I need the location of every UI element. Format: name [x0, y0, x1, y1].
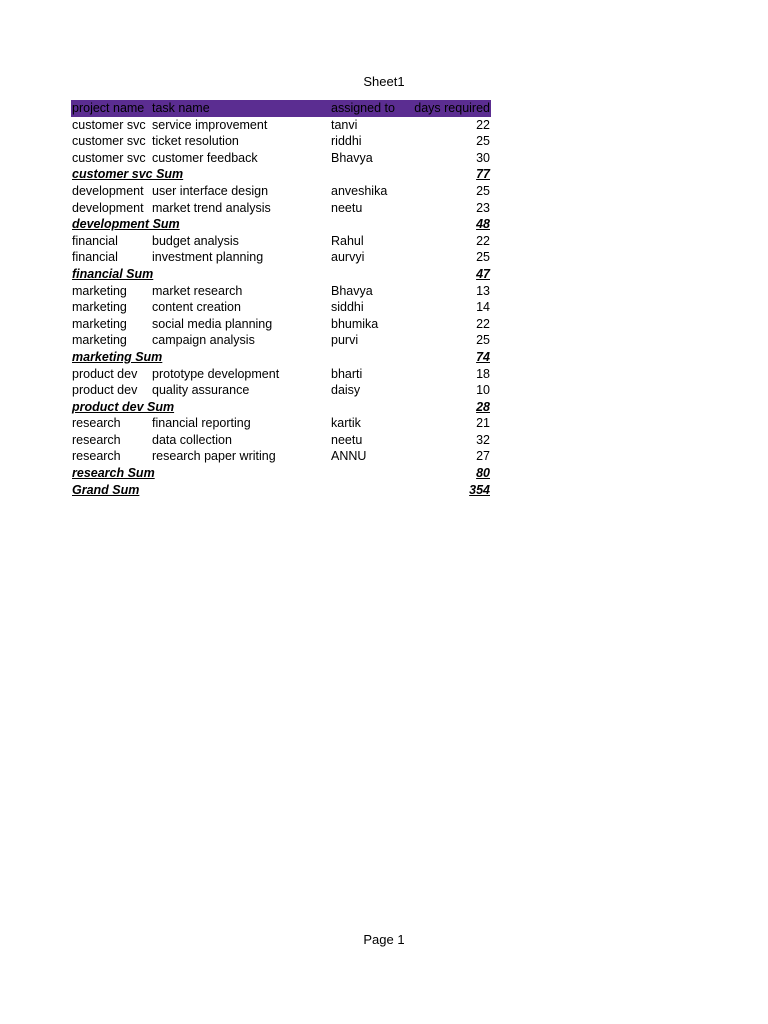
- total-label-text: marketing Sum: [72, 349, 163, 364]
- total-value-text: 77: [476, 167, 490, 182]
- header-days-required: days required: [414, 101, 490, 115]
- cell-task-name: prototype development: [152, 366, 280, 381]
- cell-days-required: 10: [476, 383, 490, 398]
- total-value-text: 74: [476, 349, 490, 364]
- cell-task-name: social media planning: [152, 316, 273, 331]
- total-label-text: financial Sum: [72, 266, 154, 281]
- cell-task-name: budget analysis: [152, 233, 239, 248]
- cell-task-name: user interface design: [152, 183, 269, 198]
- table-row: [71, 415, 491, 432]
- cell-days-required: 27: [476, 449, 490, 464]
- table-row: [71, 382, 491, 399]
- table-row: [71, 233, 491, 250]
- table-body: [71, 117, 491, 499]
- table-row: [71, 150, 491, 167]
- cell-assigned-to: kartik: [331, 416, 361, 431]
- subtotal-label: [71, 399, 404, 416]
- table-row: [71, 283, 491, 300]
- subtotal-value: [404, 465, 491, 482]
- subtotal-row: [71, 266, 491, 283]
- cell-days-required: 18: [476, 366, 490, 381]
- header-project-name: project name: [72, 101, 145, 115]
- subtotal-row: [71, 166, 491, 183]
- subtotal-row: [71, 465, 491, 482]
- table-row: [71, 200, 491, 217]
- subtotal-value: [404, 399, 491, 416]
- subtotal-row: [71, 349, 491, 366]
- cell-assigned-to: neetu: [331, 200, 363, 215]
- cell-assigned-to: Bhavya: [331, 150, 373, 165]
- cell-task-name: financial reporting: [152, 416, 251, 431]
- cell-assigned-to: neetu: [331, 432, 363, 447]
- table-row: [71, 432, 491, 449]
- subtotal-label: [71, 465, 404, 482]
- cell-days-required: 32: [476, 432, 490, 447]
- cell-task-name: data collection: [152, 432, 232, 447]
- cell-project-name: research: [72, 449, 121, 464]
- table-row: [71, 249, 491, 266]
- total-value-text: 80: [476, 466, 490, 481]
- table-row: [71, 366, 491, 383]
- subtotal-row: [71, 216, 491, 233]
- cell-assigned-to: aurvyi: [331, 250, 365, 265]
- grand-total-label: [71, 482, 404, 499]
- total-value-text: 354: [469, 482, 490, 497]
- cell-task-name: service improvement: [152, 117, 268, 132]
- table-row: [71, 332, 491, 349]
- table-row: [71, 299, 491, 316]
- cell-assigned-to: bhumika: [331, 316, 379, 331]
- table-header: [71, 100, 491, 117]
- table-row: [71, 183, 491, 200]
- cell-project-name: customer svc: [72, 150, 146, 165]
- cell-days-required: 30: [476, 150, 490, 165]
- subtotal-label: [71, 166, 404, 183]
- cell-assigned-to: riddhi: [331, 134, 362, 149]
- cell-project-name: marketing: [72, 333, 127, 348]
- cell-project-name: development: [72, 200, 144, 215]
- table-row: [71, 448, 491, 465]
- cell-assigned-to: Rahul: [331, 233, 364, 248]
- total-value-text: 28: [476, 399, 490, 414]
- cell-days-required: 13: [476, 283, 490, 298]
- table-row: [71, 117, 491, 134]
- cell-task-name: customer feedback: [152, 150, 258, 165]
- cell-project-name: development: [72, 183, 144, 198]
- subtotal-value: [404, 216, 491, 233]
- subtotal-label: [71, 266, 404, 283]
- total-label-text: development Sum: [72, 217, 180, 232]
- cell-project-name: marketing: [72, 300, 127, 315]
- cell-task-name: market trend analysis: [152, 200, 271, 215]
- subtotal-value: [404, 166, 491, 183]
- total-label-text: product dev Sum: [72, 399, 175, 414]
- cell-assigned-to: ANNU: [331, 449, 367, 464]
- cell-project-name: product dev: [72, 383, 138, 398]
- cell-days-required: 14: [476, 300, 490, 315]
- header-task-name: task name: [152, 101, 210, 115]
- total-label-text: Grand Sum: [72, 482, 140, 497]
- header-assigned-to: assigned to: [331, 101, 395, 115]
- cell-task-name: content creation: [152, 300, 241, 315]
- cell-assigned-to: anveshika: [331, 183, 388, 198]
- total-value-text: 47: [476, 266, 490, 281]
- cell-task-name: investment planning: [152, 250, 264, 265]
- cell-days-required: 22: [476, 117, 490, 132]
- cell-assigned-to: daisy: [331, 383, 361, 398]
- cell-project-name: product dev: [72, 366, 138, 381]
- cell-days-required: 22: [476, 233, 490, 248]
- cell-days-required: 21: [476, 416, 490, 431]
- page-footer: Page 1: [363, 932, 405, 947]
- header-row: [71, 100, 491, 117]
- cell-project-name: marketing: [72, 283, 127, 298]
- cell-assigned-to: Bhavya: [331, 283, 373, 298]
- cell-task-name: ticket resolution: [152, 134, 239, 149]
- cell-project-name: research: [72, 432, 121, 447]
- cell-days-required: 25: [476, 333, 490, 348]
- cell-days-required: 25: [476, 134, 490, 149]
- subtotal-value: [404, 349, 491, 366]
- subtotal-label: [71, 216, 404, 233]
- cell-assigned-to: tanvi: [331, 117, 358, 132]
- table-row: [71, 316, 491, 333]
- grand-total-value: [404, 482, 491, 499]
- data-table: [71, 100, 491, 498]
- total-label-text: customer svc Sum: [72, 167, 184, 182]
- table-row: [71, 133, 491, 150]
- cell-project-name: marketing: [72, 316, 127, 331]
- cell-days-required: 25: [476, 183, 490, 198]
- cell-days-required: 25: [476, 250, 490, 265]
- cell-task-name: market research: [152, 283, 243, 298]
- sheet-title: Sheet1: [363, 74, 405, 89]
- cell-days-required: 22: [476, 316, 490, 331]
- subtotal-value: [404, 266, 491, 283]
- grand-total-row: [71, 482, 491, 499]
- subtotal-label: [71, 349, 404, 366]
- total-value-text: 48: [476, 217, 490, 232]
- cell-project-name: customer svc: [72, 117, 146, 132]
- cell-project-name: research: [72, 416, 121, 431]
- cell-project-name: customer svc: [72, 134, 146, 149]
- cell-task-name: quality assurance: [152, 383, 250, 398]
- cell-project-name: financial: [72, 233, 118, 248]
- cell-project-name: financial: [72, 250, 118, 265]
- total-label-text: research Sum: [72, 466, 155, 481]
- cell-assigned-to: purvi: [331, 333, 359, 348]
- cell-assigned-to: bharti: [331, 366, 363, 381]
- cell-task-name: campaign analysis: [152, 333, 255, 348]
- subtotal-row: [71, 399, 491, 416]
- cell-assigned-to: siddhi: [331, 300, 364, 315]
- cell-days-required: 23: [476, 200, 490, 215]
- cell-task-name: research paper writing: [152, 449, 276, 464]
